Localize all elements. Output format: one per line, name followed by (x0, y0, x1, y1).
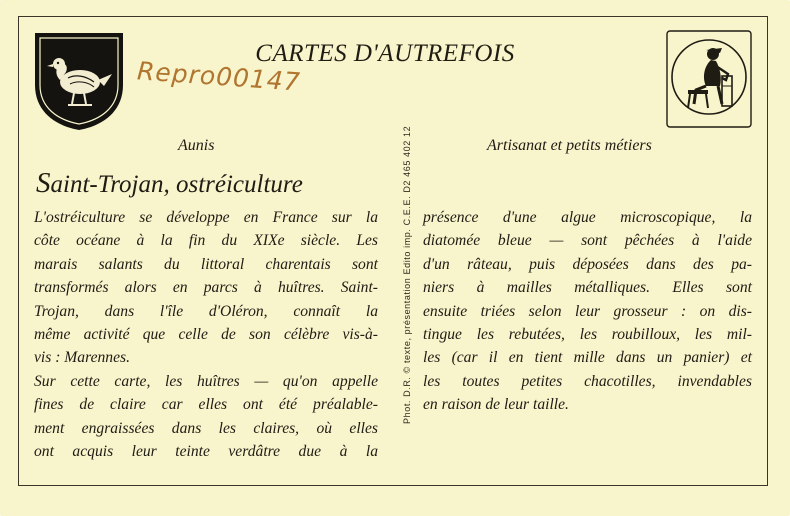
region-label: Aunis (178, 137, 215, 154)
text-line: diatomée bleue — sont pêchées à l'aide (423, 232, 752, 250)
card-title-rest: aint-Trojan, ostréiculture (50, 171, 303, 198)
text-line: ont acquis leur teinte verdâtre due à la (34, 443, 378, 461)
text-line: ment engraissées dans les claires, où elles (34, 419, 378, 437)
text-line: présence d'une algue microscopique, la (423, 209, 752, 226)
card-title-initial: S (36, 167, 51, 199)
text-line: transformés alors en parcs à huîtres. Saint- (34, 279, 378, 297)
text-line: ensuite triées selon leur grosseur : on dis- (423, 302, 752, 320)
text-line: même activité que celle de son célèbre vis-à- (34, 326, 378, 344)
text-line: L'ostréiculture se développe en France sur la (34, 209, 378, 226)
text-line: Sur cette carte, les huîtres — qu'on appelle (34, 372, 378, 390)
text-line: marais salants du littoral charentais sont (34, 255, 378, 273)
text-line: les toutes petites chacotilles, invendables (423, 372, 752, 390)
theme-label: Artisanat et petits métiers (487, 137, 652, 154)
text-line: les (car il en tient mille dans un panier) et (423, 349, 752, 367)
handwritten-reference: Repro00147 (136, 56, 302, 97)
artisan-at-work-logo-icon (666, 30, 752, 128)
text-line: d'un râteau, puis déposées dans des pa- (423, 255, 752, 273)
text-line: tingue les rebutées, les roubilloux, les mil- (423, 326, 752, 344)
text-line: Trojan, dans l'île d'Oléron, connaît la (34, 302, 378, 320)
photo-credit: Phot. D.R. © texte, présentation Edito imp. C.E.E. D2 465 402 12 (402, 125, 412, 424)
series-title: CARTES D'AUTREFOIS (255, 40, 515, 67)
text-line: côte océane à la fin du XIXe siècle. Les (34, 232, 378, 250)
heraldic-shield-bird-icon (32, 30, 126, 132)
card-title (36, 167, 396, 200)
description-right-column (423, 206, 752, 417)
text-line: vis : Marennes. (34, 349, 130, 367)
text-line: niers à mailles métalliques. Elles sont (423, 279, 752, 297)
text-line: en raison de leur taille. (423, 396, 569, 414)
text-line: fines de claire car elles ont été préalable- (34, 396, 378, 414)
description-left-column (34, 206, 378, 463)
